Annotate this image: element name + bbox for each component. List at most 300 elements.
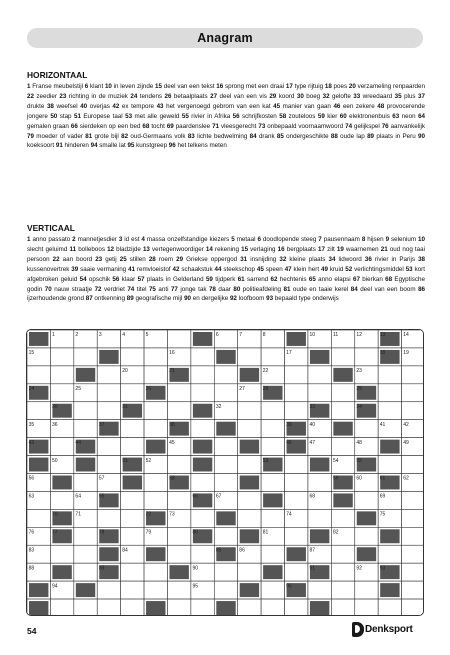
grid-block-fill — [333, 493, 352, 507]
grid-cell-number: 77 — [52, 529, 58, 536]
vertical-clue-number: 36 — [364, 255, 372, 263]
vertical-clue-text: getij — [102, 255, 120, 263]
vertical-clue-text: anti — [155, 285, 171, 293]
vertical-clue-number: 80 — [233, 285, 241, 293]
grid-cell[interactable] — [144, 348, 167, 366]
horizontal-clue-text: moeder of vader — [33, 132, 86, 140]
grid-cell[interactable] — [261, 402, 284, 420]
brand-name: Denksport — [365, 623, 413, 635]
grid-cell[interactable] — [50, 348, 73, 366]
grid-cell[interactable] — [261, 599, 284, 616]
grid-cell[interactable] — [144, 420, 167, 438]
horizontal-clue — [345, 123, 382, 130]
horizontal-clue — [112, 103, 156, 110]
grid-cell[interactable] — [238, 348, 261, 366]
grid-cell-number: 5 — [145, 332, 149, 339]
horizontal-clue-number: 63 — [392, 112, 400, 120]
grid-cell[interactable] — [402, 545, 424, 563]
grid-cell-number: 59 — [332, 475, 339, 482]
vertical-clue-text: aan boord — [59, 255, 96, 263]
grid-cell[interactable] — [167, 599, 190, 616]
grid-cell[interactable] — [214, 456, 237, 474]
vertical-clue-text: loofboom — [236, 295, 267, 303]
horizontal-clue — [74, 113, 125, 120]
grid-cell[interactable] — [261, 420, 284, 438]
vertical-clue-text: Griekse oppergod — [183, 255, 241, 263]
grid-cell[interactable] — [331, 438, 354, 456]
grid-block-fill — [216, 350, 235, 364]
grid-cell-number: 16 — [169, 350, 175, 357]
grid-cell[interactable] — [261, 474, 284, 492]
grid-cell[interactable] — [121, 581, 144, 599]
vertical-clue-text: plaats in Gelderland — [144, 275, 206, 283]
vertical-clue — [128, 266, 172, 273]
grid-cell[interactable] — [285, 474, 308, 492]
horizontal-clue-number: 79 — [27, 132, 34, 140]
grid-cell[interactable] — [97, 581, 120, 599]
grid-cell[interactable] — [214, 527, 237, 545]
vertical-clue-text: klein hert — [291, 265, 321, 273]
grid-cell[interactable] — [308, 581, 331, 599]
grid-cell[interactable] — [355, 599, 378, 616]
vertical-clue — [278, 246, 318, 253]
horizontal-clue-text: manier van gaan — [280, 102, 334, 110]
grid-block-fill — [52, 476, 71, 490]
grid-cell[interactable] — [50, 599, 73, 616]
horizontal-clue — [349, 83, 425, 90]
vertical-clue-number: 7 — [318, 236, 322, 243]
grid-cell[interactable] — [331, 384, 354, 402]
grid-cell-number: 65 — [98, 493, 105, 500]
grid-cell-number: 20 — [122, 368, 128, 375]
horizontal-clue-text: overjas — [87, 102, 113, 110]
grid-cell[interactable] — [50, 545, 73, 563]
grid-cell[interactable] — [238, 491, 261, 509]
grid-cell-number: 10 — [309, 332, 316, 339]
vertical-clue — [215, 266, 257, 273]
vertical-clue-number: 75 — [148, 285, 156, 293]
grid-cell[interactable] — [331, 563, 354, 581]
horizontal-clue-text: gelofte — [329, 92, 354, 100]
grid-block-fill — [76, 368, 95, 382]
grid-cell-number: 67 — [215, 493, 222, 500]
grid-cell-number: 57 — [98, 475, 105, 482]
horizontal-clue-text: type rijtuig — [292, 83, 325, 90]
grid-cell[interactable] — [121, 384, 144, 402]
grid-cell[interactable] — [74, 563, 97, 581]
grid-cell-number: 72 — [145, 511, 152, 518]
grid-cell[interactable] — [144, 581, 167, 599]
grid-cell-number: 50 — [52, 457, 58, 464]
horizontal-clue-text: weefsel — [53, 102, 81, 110]
horizontal-clue-number: 24 — [130, 92, 138, 100]
horizontal-clue-number: 42 — [112, 102, 120, 110]
horizontal-clue — [392, 113, 418, 120]
grid-cell[interactable] — [402, 491, 424, 509]
grid-cell[interactable] — [214, 438, 237, 456]
vertical-clue-number: 84 — [350, 285, 358, 293]
grid-cell[interactable] — [402, 581, 424, 599]
grid-cell[interactable] — [97, 456, 120, 474]
horizontal-clue-number: 85 — [276, 132, 284, 140]
vertical-clue — [386, 236, 418, 243]
grid-cell-number: 96 — [286, 583, 292, 590]
vertical-clue — [337, 246, 381, 253]
grid-cell[interactable] — [167, 330, 190, 348]
grid-cell[interactable] — [402, 384, 424, 402]
grid-cell[interactable] — [191, 420, 214, 438]
grid-cell[interactable] — [121, 438, 144, 456]
grid-cell[interactable] — [97, 402, 120, 420]
vertical-clue — [112, 276, 137, 283]
horizontal-clue-number: 95 — [127, 142, 135, 150]
horizontal-clue-text: verzameling renpaarden — [355, 83, 425, 90]
vertical-clue — [176, 256, 240, 263]
grid-cell[interactable] — [355, 581, 378, 599]
grid-block-fill — [193, 440, 212, 454]
horizontal-clue — [286, 83, 325, 90]
vertical-clue-text: rivier in Parijs — [371, 255, 419, 263]
grid-cell-number: 42 — [403, 421, 409, 428]
vertical-clue — [230, 295, 266, 302]
vertical-clue-text: massa onzelfstandige kiezers — [144, 236, 232, 243]
horizontal-clue-text: richting in de muziek — [66, 92, 131, 100]
grid-cell[interactable] — [285, 456, 308, 474]
vertical-clue-text: kort afgebroken geluid — [27, 265, 425, 283]
vertical-clue-number: 56 — [112, 275, 120, 283]
grid-cell[interactable] — [97, 438, 120, 456]
grid-cell[interactable] — [238, 456, 261, 474]
grid-block-fill — [146, 601, 165, 615]
grid-cell[interactable] — [285, 563, 308, 581]
grid-cell[interactable] — [261, 438, 284, 456]
vertical-clue-text: opschik — [86, 275, 113, 283]
vertical-clue-text: steekschop — [221, 265, 257, 273]
grid-cell[interactable] — [191, 366, 214, 384]
vertical-clue-text: hijsen — [365, 236, 386, 243]
grid-cell[interactable] — [261, 545, 284, 563]
title-bar — [27, 28, 423, 48]
horizontal-clue — [258, 123, 345, 130]
horizontal-clue-number: 96 — [168, 142, 176, 150]
horizontal-clue-number: 51 — [73, 112, 81, 120]
vertical-clue — [240, 256, 279, 263]
grid-cell[interactable] — [238, 402, 261, 420]
vertical-clue-text: verlichtingsmiddel — [352, 265, 406, 273]
grid-cell[interactable] — [50, 438, 73, 456]
grid-cell[interactable] — [355, 348, 378, 366]
grid-cell[interactable] — [402, 527, 424, 545]
vertical-clue — [257, 266, 285, 273]
grid-cell[interactable] — [378, 456, 401, 474]
grid-cell-number: 90 — [192, 565, 199, 572]
horizontal-clue-text: hinderen — [62, 142, 91, 150]
vertical-clue — [318, 246, 337, 253]
vertical-clue-number: 9 — [385, 236, 390, 243]
grid-cell[interactable] — [261, 581, 284, 599]
grid-cell[interactable] — [331, 348, 354, 366]
grid-cell[interactable] — [97, 509, 120, 527]
grid-cell[interactable] — [144, 474, 167, 492]
grid-cell-number: 64 — [75, 493, 81, 500]
grid-cell-number: 84 — [122, 547, 128, 554]
horizontal-clue — [367, 133, 418, 140]
horizontal-clue-number: 82 — [121, 132, 129, 140]
horizontal-clue-number: 1 — [27, 83, 31, 90]
horizontal-clue-text: vleesgerecht — [219, 122, 259, 130]
grid-cell-number: 94 — [52, 583, 58, 590]
grid-cell[interactable] — [308, 366, 331, 384]
vertical-clue-number: 93 — [266, 295, 274, 303]
grid-cell[interactable] — [27, 366, 50, 384]
horizontal-clue-number: 18 — [324, 83, 332, 90]
grid-cell-number: 8 — [262, 332, 266, 339]
grid-cell-number: 39 — [286, 421, 292, 428]
vertical-clue-text: anno elapsi — [315, 275, 354, 283]
grid-cell[interactable] — [121, 348, 144, 366]
grid-cell[interactable] — [191, 384, 214, 402]
grid-cell[interactable] — [308, 474, 331, 492]
grid-cell[interactable] — [121, 599, 144, 616]
grid-cell[interactable] — [378, 599, 401, 616]
grid-cell[interactable] — [121, 420, 144, 438]
grid-cell[interactable] — [50, 366, 73, 384]
grid-cell[interactable] — [355, 527, 378, 545]
horizontal-clue-text: elektronenbuis — [346, 112, 393, 120]
grid-cell-number: 93 — [379, 565, 386, 572]
grid-cell-number: 2 — [75, 332, 79, 339]
grid-cell[interactable] — [308, 384, 331, 402]
horizontal-clue — [155, 83, 216, 90]
grid-cell[interactable] — [50, 491, 73, 509]
grid-cell[interactable] — [121, 563, 144, 581]
grid-block-fill — [29, 601, 48, 615]
grid-cell-number: 35 — [28, 421, 35, 428]
grid-block-fill — [169, 565, 188, 579]
grid-block-fill — [310, 458, 329, 472]
grid-cell[interactable] — [285, 599, 308, 616]
grid-cell-number: 73 — [169, 511, 175, 518]
grid-cell-number: 47 — [309, 439, 316, 446]
grid-cell-number: 52 — [145, 457, 152, 464]
grid-cell[interactable] — [378, 402, 401, 420]
grid-cell[interactable] — [27, 402, 50, 420]
grid-cell[interactable] — [167, 527, 190, 545]
vertical-clue — [69, 246, 107, 253]
grid-block-fill — [333, 422, 352, 436]
horizontal-clue-text: tocht — [149, 122, 167, 130]
grid-cell[interactable] — [402, 599, 424, 616]
grid-cell[interactable] — [308, 509, 331, 527]
grid-cell[interactable] — [167, 491, 190, 509]
grid-cell[interactable] — [214, 384, 237, 402]
horizontal-clue-number: 30 — [296, 92, 304, 100]
vertical-clue-text: bepaald type onderwijs — [273, 295, 339, 303]
grid-cell[interactable] — [167, 384, 190, 402]
grid-cell-number: 6 — [215, 332, 219, 339]
grid-cell[interactable] — [121, 527, 144, 545]
grid-cell[interactable] — [50, 384, 73, 402]
grid-block-fill — [29, 458, 48, 472]
vertical-clue — [353, 276, 385, 283]
grid-cell[interactable] — [167, 402, 190, 420]
grid-cell-number: 18 — [379, 350, 386, 357]
horizontal-clue-number: 84 — [249, 132, 257, 140]
grid-cell[interactable] — [74, 527, 97, 545]
vertical-clue-text: ontkenning — [92, 295, 127, 303]
vertical-clue-number: 81 — [283, 285, 291, 293]
grid-cell[interactable] — [74, 474, 97, 492]
grid-cell[interactable] — [27, 509, 50, 527]
horizontal-clue-text: zeedier — [33, 92, 60, 100]
grid-cell[interactable] — [121, 491, 144, 509]
vertical-clue-number: 42 — [172, 265, 180, 273]
grid-cell[interactable] — [214, 366, 237, 384]
grid-cell[interactable] — [285, 384, 308, 402]
grid-cell[interactable] — [285, 402, 308, 420]
vertical-clue-number: 28 — [148, 255, 156, 263]
horizontal-clue-number: 40 — [80, 102, 88, 110]
vertical-clue-number: 5 — [231, 236, 235, 243]
grid-block-fill — [193, 332, 212, 346]
grid-block-fill — [310, 601, 329, 615]
grid-cell[interactable] — [261, 509, 284, 527]
grid-cell[interactable] — [74, 420, 97, 438]
grid-cell[interactable] — [238, 599, 261, 616]
grid-cell[interactable] — [97, 366, 120, 384]
vertical-clue-number: 77 — [170, 285, 178, 293]
grid-cell-number: 3 — [98, 332, 102, 339]
grid-cell[interactable] — [144, 491, 167, 509]
vertical-clue-number: 32 — [279, 255, 287, 263]
grid-cell[interactable] — [191, 509, 214, 527]
vertical-clue — [362, 236, 386, 243]
grid-cell[interactable] — [261, 348, 284, 366]
grid-cell[interactable] — [74, 599, 97, 616]
grid-block-fill — [216, 601, 235, 615]
grid-cell[interactable] — [285, 527, 308, 545]
vertical-clue-number: 41 — [128, 265, 136, 273]
horizontal-clue-number: 56 — [232, 112, 240, 120]
grid-cell[interactable] — [214, 474, 237, 492]
grid-cell[interactable] — [402, 456, 424, 474]
grid-cell[interactable] — [355, 420, 378, 438]
grid-cell[interactable] — [191, 348, 214, 366]
grid-cell[interactable] — [74, 402, 97, 420]
grid-cell[interactable] — [331, 599, 354, 616]
vertical-clue — [149, 286, 171, 293]
grid-cell[interactable] — [191, 545, 214, 563]
grid-cell[interactable] — [285, 491, 308, 509]
grid-cell-number: 36 — [52, 421, 58, 428]
horizontal-clue-number: 23 — [59, 92, 67, 100]
grid-cell[interactable] — [402, 509, 424, 527]
grid-cell[interactable] — [167, 545, 190, 563]
horizontal-clue-text: plus — [401, 92, 419, 100]
vertical-clue-number: 74 — [127, 285, 135, 293]
grid-cell[interactable] — [97, 384, 120, 402]
grid-block-fill — [357, 547, 376, 561]
grid-cell[interactable] — [331, 545, 354, 563]
vertical-clue — [285, 266, 321, 273]
grid-cell[interactable] — [144, 402, 167, 420]
vertical-clue — [257, 236, 318, 243]
horizontal-clue — [233, 113, 280, 120]
grid-cell[interactable] — [238, 420, 261, 438]
grid-block-fill — [240, 440, 259, 454]
grid-cell[interactable] — [144, 366, 167, 384]
horizontal-clue — [127, 142, 168, 149]
horizontal-clue-number: 46 — [333, 102, 341, 110]
grid-cell[interactable] — [121, 509, 144, 527]
grid-block-fill — [333, 368, 352, 382]
horizontal-clue — [125, 113, 182, 120]
horizontal-clue-text: deel van een vis — [217, 92, 270, 100]
vertical-clue-number: 31 — [240, 255, 248, 263]
grid-cell[interactable] — [238, 509, 261, 527]
horizontal-clue-text: in leven zijnde — [111, 83, 156, 90]
grid-cell-number: 54 — [332, 457, 339, 464]
vertical-clue-number: 17 — [318, 245, 325, 253]
grid-cell[interactable] — [214, 563, 237, 581]
vertical-clue — [80, 276, 113, 283]
grid-cell[interactable] — [331, 581, 354, 599]
grid-cell[interactable] — [167, 456, 190, 474]
grid-cell-number: 1 — [52, 332, 55, 339]
grid-block-fill — [287, 547, 306, 561]
grid-cell[interactable] — [167, 581, 190, 599]
grid-cell[interactable] — [144, 563, 167, 581]
grid-cell[interactable] — [402, 563, 424, 581]
grid-cell[interactable] — [74, 348, 97, 366]
grid-block-fill — [193, 458, 212, 472]
vertical-clue-number: 15 — [241, 245, 249, 253]
vertical-clue — [27, 236, 72, 243]
grid-cell-number: 46 — [286, 439, 292, 446]
grid-cell[interactable] — [402, 402, 424, 420]
grid-cell[interactable] — [214, 581, 237, 599]
grid-cell[interactable] — [331, 402, 354, 420]
grid-cell[interactable] — [74, 545, 97, 563]
horizontal-clue — [105, 83, 155, 90]
grid-cell[interactable] — [378, 545, 401, 563]
horizontal-clue — [188, 133, 250, 140]
horizontal-clue-number: 81 — [85, 132, 93, 140]
grid-cell[interactable] — [355, 491, 378, 509]
grid-cell[interactable] — [331, 509, 354, 527]
horizontal-clue-text: koeksoort — [27, 142, 56, 150]
grid-cell[interactable] — [191, 474, 214, 492]
grid-block-fill — [29, 332, 48, 346]
horizontal-clue-number: 35 — [394, 92, 402, 100]
grid-cell[interactable] — [402, 366, 424, 384]
vertical-clue-text: slecht geluimd — [27, 245, 70, 253]
vertical-clue-text: pausennaam — [321, 236, 362, 243]
grid-cell[interactable] — [191, 599, 214, 616]
grid-cell[interactable] — [378, 384, 401, 402]
grid-block-fill — [216, 511, 235, 525]
horizontal-clue-text: koord — [276, 92, 297, 100]
vertical-clue-text: ijzerhoudende grond — [27, 295, 86, 303]
vertical-clue-text: klaar — [119, 275, 138, 283]
vertical-clue-text: saaie vermaning — [78, 265, 129, 273]
grid-cell[interactable] — [378, 366, 401, 384]
grid-cell[interactable] — [238, 563, 261, 581]
grid-cell[interactable] — [97, 599, 120, 616]
vertical-clue-text: kleine plaats — [286, 255, 329, 263]
vertical-clue-number: 61 — [237, 275, 245, 283]
grid-cell[interactable] — [285, 366, 308, 384]
